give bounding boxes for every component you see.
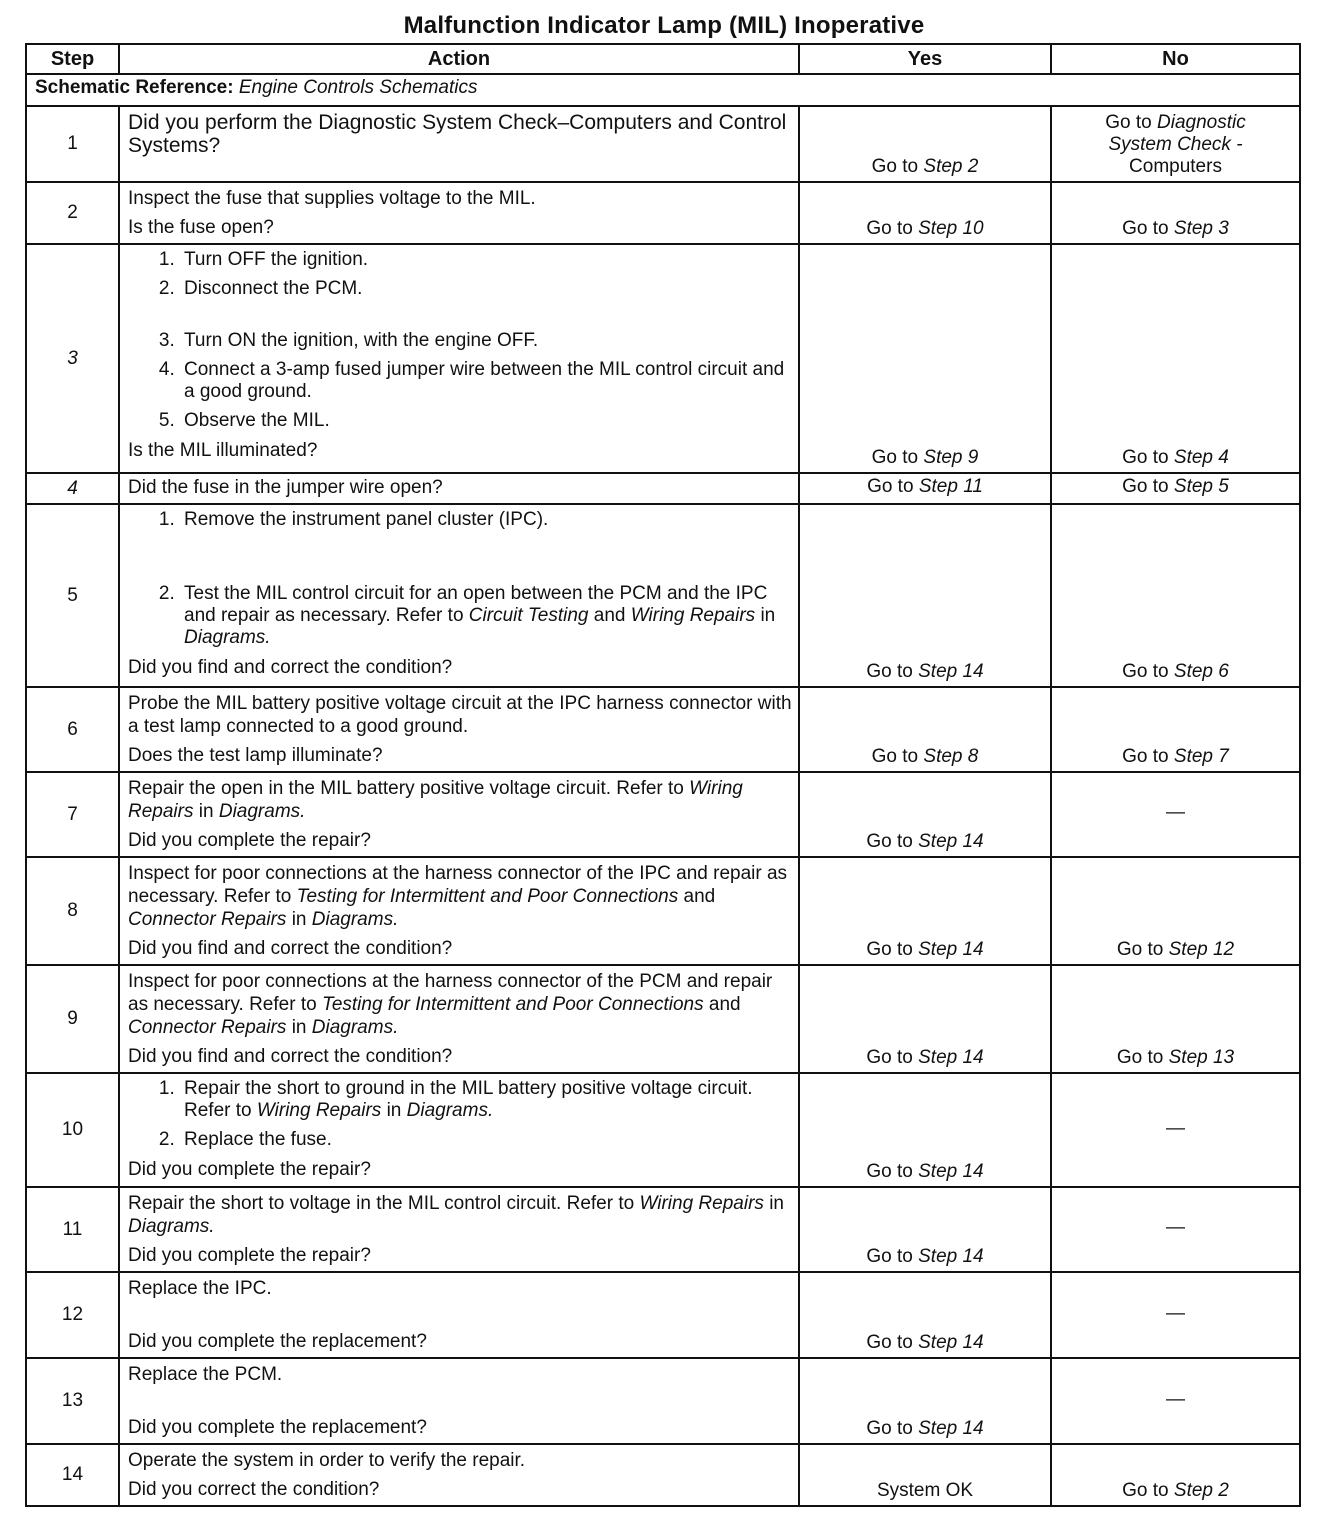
reference-link[interactable]: Connector Repairs [128, 909, 287, 930]
action-text-part: Repair the open in the MIL battery positive voltage circuit. Refer to [128, 778, 684, 799]
table-row [26, 1073, 1300, 1187]
dash-text: — [1166, 802, 1185, 823]
action-cell [119, 1444, 799, 1506]
goto-label: Go to [866, 1418, 913, 1439]
no-step-link[interactable]: Step 2 [1173, 1480, 1229, 1501]
action-step-item: 5. Observe the MIL. [180, 410, 792, 432]
action-text: Inspect the fuse that supplies voltage to the MIL. [128, 188, 536, 209]
action-cell [119, 1272, 799, 1358]
action-text: Replace the IPC. [128, 1278, 272, 1299]
question-text: Is the MIL illuminated? [128, 440, 318, 461]
action-cell [119, 106, 799, 182]
action-text: Test the MIL control circuit for an open between the PCM and the IPC and repair as necessary. Refer to [184, 583, 768, 626]
table-row [26, 244, 1300, 473]
action-text: Operate the system in order to verify the repair. [128, 1450, 526, 1471]
action-step-item: 4. Connect a 3-amp fused jumper wire between the MIL control circuit and a good ground. [180, 359, 792, 403]
page-title: Malfunction Indicator Lamp (MIL) Inoperative [403, 12, 925, 39]
action-cell [119, 1073, 799, 1187]
goto-label: Go to [866, 939, 913, 960]
action-cell [119, 244, 799, 473]
reference-link[interactable]: Testing for Intermittent and Poor Connections [321, 994, 704, 1015]
yes-step-link[interactable]: Step 14 [918, 661, 984, 682]
question-text: Did you find and correct the condition? [128, 657, 453, 678]
no-cell[interactable] [1051, 504, 1300, 687]
yes-step-link[interactable]: Step 10 [918, 218, 984, 239]
no-cell[interactable] [1051, 687, 1300, 772]
diagnostic-table [25, 43, 1301, 1507]
action-cell [119, 687, 799, 772]
no-cell [1051, 1187, 1300, 1272]
no-step-link[interactable]: Step 4 [1173, 447, 1229, 468]
goto-label: Go to [1122, 476, 1169, 497]
schematic-label: Schematic Reference: [35, 77, 234, 98]
action-cell [119, 857, 799, 965]
action-text-part: Inspect for poor connections at the harness connector of the IPC and repair as necessary. Refer to [128, 863, 788, 907]
goto-label: Go to [866, 661, 913, 682]
yes-step-link[interactable]: Step 14 [918, 939, 984, 960]
yes-step-link[interactable]: Step 14 [918, 1418, 984, 1439]
reference-link[interactable]: Wiring Repairs [128, 778, 743, 822]
action-cell [119, 1358, 799, 1444]
question-text: Did you complete the repair? [128, 1245, 371, 1266]
no-cell [1051, 1272, 1300, 1358]
table-row [26, 1272, 1300, 1358]
dash-text: — [1166, 1217, 1185, 1238]
header-yes: Yes [799, 44, 1051, 74]
yes-cell[interactable] [799, 1272, 1051, 1358]
question-text: Did the fuse in the jumper wire open? [128, 477, 443, 498]
action-text: in [760, 605, 776, 626]
action-step-item: 1. Remove the instrument panel cluster (IPC). [180, 509, 792, 531]
yes-cell[interactable] [799, 106, 1051, 182]
action-text: Replace the PCM. [128, 1364, 283, 1385]
goto-label: Go to [871, 746, 919, 767]
yes-cell[interactable] [799, 1073, 1051, 1187]
action-text: and [593, 605, 626, 626]
step-number: 4 [26, 473, 119, 504]
goto-label: Go to [1116, 1047, 1164, 1068]
reference-link[interactable]: Diagrams. [128, 1216, 215, 1237]
question-text: Did you complete the repair? [128, 1159, 371, 1180]
yes-step-link[interactable]: Step 14 [918, 1161, 984, 1182]
table-row [26, 687, 1300, 772]
yes-step-link[interactable]: Step 11 [918, 476, 983, 497]
action-step-item: 1. Turn OFF the ignition. [180, 249, 792, 271]
action-steps [128, 1078, 792, 1151]
step-number: 11 [26, 1187, 119, 1272]
yes-cell[interactable] [799, 1358, 1051, 1444]
goto-label: Go to [866, 831, 913, 852]
action-text-part: and [708, 994, 741, 1015]
table-row [26, 182, 1300, 244]
action-text: Repair the short to ground in the MIL battery positive voltage circuit. Refer to [184, 1078, 753, 1121]
header-row [26, 44, 1300, 74]
yes-cell[interactable] [799, 182, 1051, 244]
yes-cell[interactable] [799, 687, 1051, 772]
no-cell [1051, 772, 1300, 857]
reference-link[interactable]: Diagrams. [311, 909, 399, 930]
action-text [128, 777, 792, 823]
action-text-part: in [769, 1193, 784, 1214]
header-no: No [1051, 44, 1300, 74]
dash-text: — [1166, 1302, 1185, 1324]
goto-label: Go to [866, 218, 913, 239]
goto-label: Go to [1122, 447, 1169, 468]
no-step-link[interactable]: Step 13 [1168, 1047, 1235, 1068]
action-text-part: in [291, 1017, 307, 1038]
yes-cell[interactable] [799, 965, 1051, 1073]
action-step-item: 3. Turn ON the ignition, with the engine OFF. [180, 330, 792, 352]
header-step: Step [26, 44, 119, 74]
action-text-part: and [683, 886, 716, 907]
action-cell [119, 473, 799, 504]
goto-label: Go to [866, 1332, 913, 1353]
yes-cell[interactable] [799, 772, 1051, 857]
action-step-item [180, 1078, 792, 1122]
no-cell[interactable] [1051, 182, 1300, 244]
yes-cell[interactable] [799, 1187, 1051, 1272]
table-row [26, 1187, 1300, 1272]
question-text: Is the fuse open? [128, 217, 274, 238]
table-row [26, 772, 1300, 857]
table-row [26, 1358, 1300, 1444]
yes-step-link[interactable]: Step 14 [918, 1047, 984, 1068]
action-step-item: 2. Disconnect the PCM. [180, 278, 792, 300]
goto-label: Go to [1122, 746, 1169, 767]
action-cell [119, 772, 799, 857]
no-link[interactable]: Diagnostic [1157, 112, 1246, 133]
schematic-row [26, 74, 1300, 106]
reference-link[interactable]: Connector Repairs [128, 1017, 287, 1038]
action-text-part: Inspect for poor connections at the harness connector of the PCM and repair as necessary. Refer to [128, 971, 773, 1015]
action-text: Did you perform the Diagnostic System Check–Computers and Control Systems? [128, 111, 787, 157]
no-step-link[interactable]: Step 6 [1173, 661, 1229, 682]
action-steps [128, 509, 792, 649]
action-step-item: 2. Replace the fuse. [180, 1129, 792, 1151]
yes-step-link[interactable]: Step 2 [923, 156, 979, 177]
table-row [26, 965, 1300, 1073]
step-number: 8 [26, 857, 119, 965]
no-cell[interactable] [1051, 965, 1300, 1073]
no-step-link[interactable]: Step 7 [1173, 746, 1229, 767]
yes-step-link[interactable]: Step 9 [923, 447, 979, 468]
no-step-link[interactable]: Step 12 [1168, 939, 1235, 960]
goto-label: Go to [866, 1246, 913, 1267]
yes-cell[interactable] [799, 244, 1051, 473]
yes-step-link[interactable]: Step 14 [918, 1246, 984, 1267]
reference-link[interactable]: Diagrams. [218, 801, 306, 822]
action-step-item [180, 583, 792, 649]
action-text-part: in [198, 801, 214, 822]
goto-label: Go to [871, 447, 919, 468]
no-goto-label: Go to [1105, 112, 1152, 133]
table-row [26, 1444, 1300, 1506]
yes-cell[interactable] [799, 473, 1051, 504]
action-text [128, 862, 792, 931]
action-steps [128, 249, 792, 432]
step-number: 2 [26, 182, 119, 244]
system-ok-text: System OK [876, 1480, 974, 1501]
table-row [26, 473, 1300, 504]
reference-link[interactable]: Wiring Repairs [639, 1193, 764, 1214]
dash-text: — [1166, 1388, 1185, 1410]
action-text [128, 970, 792, 1039]
question-text: Did you complete the replacement? [128, 1331, 427, 1352]
no-cell[interactable] [1051, 1444, 1300, 1506]
table-row [26, 106, 1300, 182]
step-number: 3 [26, 244, 119, 473]
step-number: 12 [26, 1272, 119, 1358]
question-text: Does the test lamp illuminate? [128, 745, 383, 766]
goto-label: Go to [1122, 218, 1169, 239]
step-number: 9 [26, 965, 119, 1073]
reference-link[interactable]: Diagrams. [406, 1100, 494, 1121]
yes-cell[interactable] [799, 857, 1051, 965]
question-text: Did you find and correct the condition? [128, 1046, 453, 1067]
goto-label: Go to [866, 1047, 913, 1068]
yes-step-link[interactable]: Step 8 [923, 746, 979, 767]
step-number: 13 [26, 1358, 119, 1444]
yes-cell[interactable] [799, 504, 1051, 687]
no-link-cont[interactable]: System Check - [1108, 134, 1243, 155]
action-text: Probe the MIL battery positive voltage circuit at the IPC harness connector with a test lamp connected to a good ground. [128, 693, 792, 737]
no-link-end[interactable]: Computers [1129, 156, 1222, 177]
reference-link[interactable]: Testing for Intermittent and Poor Connections [296, 886, 679, 907]
goto-label: Go to [867, 476, 914, 497]
reference-link[interactable]: Circuit Testing [468, 605, 589, 626]
no-cell[interactable] [1051, 473, 1300, 504]
action-text [128, 1192, 792, 1238]
step-number: 14 [26, 1444, 119, 1506]
table-row [26, 857, 1300, 965]
no-step-link[interactable]: Step 5 [1173, 476, 1229, 497]
goto-label: Go to [871, 156, 919, 177]
goto-label: Go to [866, 1161, 913, 1182]
no-cell [1051, 1073, 1300, 1187]
no-cell[interactable] [1051, 857, 1300, 965]
no-cell[interactable] [1051, 244, 1300, 473]
action-text: in [386, 1100, 402, 1121]
question-text: Did you correct the condition? [128, 1479, 380, 1500]
reference-link[interactable]: Diagrams. [184, 627, 271, 648]
reference-link[interactable]: Wiring Repairs [256, 1100, 382, 1121]
action-cell [119, 965, 799, 1073]
question-text: Did you find and correct the condition? [128, 938, 453, 959]
goto-label: Go to [1122, 1480, 1169, 1501]
action-cell [119, 1187, 799, 1272]
step-number: 1 [26, 106, 119, 182]
action-text-part: in [291, 909, 307, 930]
step-number: 10 [26, 1073, 119, 1187]
table-row [26, 504, 1300, 687]
question-text: Did you complete the replacement? [128, 1417, 427, 1438]
schematic-reference-link[interactable]: Engine Controls Schematics [238, 77, 478, 98]
goto-label: Go to [1122, 661, 1169, 682]
yes-step-link[interactable]: Step 14 [918, 1332, 984, 1353]
reference-link[interactable]: Diagrams. [311, 1017, 399, 1038]
step-number: 7 [26, 772, 119, 857]
action-cell [119, 504, 799, 687]
yes-cell [799, 1444, 1051, 1506]
header-action: Action [119, 44, 799, 74]
no-cell [1051, 1358, 1300, 1444]
no-step-link[interactable]: Step 3 [1173, 218, 1229, 239]
reference-link[interactable]: Wiring Repairs [630, 605, 756, 626]
yes-step-link[interactable]: Step 14 [918, 831, 984, 852]
action-cell [119, 182, 799, 244]
goto-label: Go to [1116, 939, 1164, 960]
no-cell[interactable] [1051, 106, 1300, 182]
step-number: 6 [26, 687, 119, 772]
step-number: 5 [26, 504, 119, 687]
dash-text: — [1166, 1117, 1185, 1139]
question-text: Did you complete the repair? [128, 830, 371, 851]
action-text-part: Repair the short to voltage in the MIL control circuit. Refer to [128, 1193, 635, 1214]
